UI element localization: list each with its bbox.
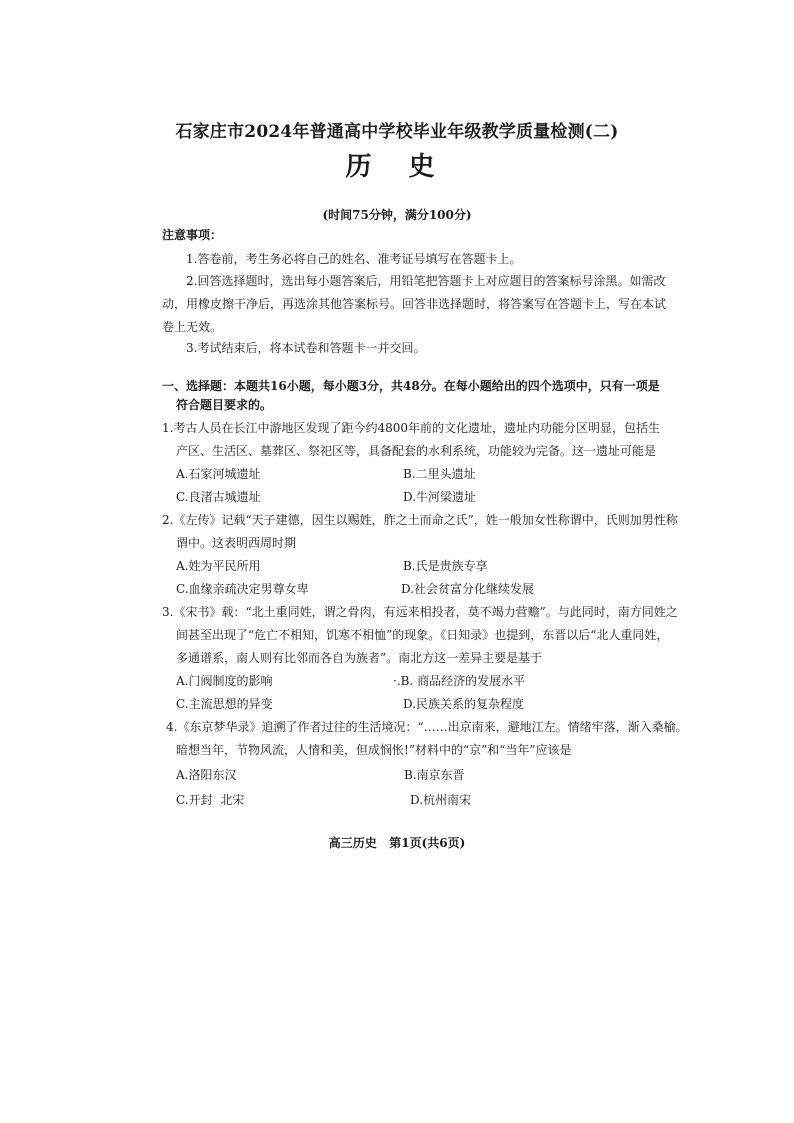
- question-4-option-c: C.开封 北宋: [176, 793, 245, 807]
- section-heading-line-1: 一、选择题：本题共16小题，每小题3分，共48分。在每小题给出的四个选项中，只有一项是: [162, 379, 660, 393]
- question-1-line-1: 1.考古人员在长江中游地区发现了距今约4800年前的文化遗址，遗址内功能分区明显，包括生: [162, 421, 660, 435]
- question-1-line-2: 产区、生活区、墓葬区、祭祀区等，具备配套的水利系统，功能较为完备。这一遗址可能是: [176, 444, 657, 458]
- time-note: (时间75分钟，满分100分): [322, 208, 472, 222]
- question-2-option-b: B.氏是贵族专享: [403, 559, 488, 573]
- question-3-line-3: 多通谱系，南人则有比邻而各自为族者”。南北方这一差异主要是基于: [176, 651, 543, 665]
- notice-item-3: 3.考试结束后，将本试卷和答题卡一并交回。: [186, 341, 426, 355]
- subject-title: 历 史: [345, 152, 449, 182]
- section-heading-line-2: 符合题目要求的。: [176, 398, 273, 412]
- exam-title: 石家庄市2024年普通高中学校毕业年级教学质量检测(二): [175, 122, 619, 142]
- question-4-option-b: B.南京东晋: [404, 768, 465, 782]
- notice-item-1: 1.答卷前，考生务必将自己的姓名、准考证号填写在答题卡上。: [186, 252, 522, 266]
- question-4-line-1: 4.《东京梦华录》追溯了作者过往的生活境况：“……出京南来，避地江左。情绪牢落，渐入桑榆。: [166, 720, 688, 734]
- question-3-option-b: ·.B. 商品经济的发展水平: [393, 674, 526, 688]
- question-2-line-2: 谓中。这表明西周时期: [176, 536, 297, 550]
- question-4-option-d: D.杭州南宋: [410, 793, 472, 807]
- question-2-option-a: A.姓为平民所用: [176, 559, 261, 573]
- question-1-option-b: B.二里头遗址: [403, 467, 476, 481]
- question-2-option-d: D.社会贫富分化继续发展: [401, 582, 535, 596]
- question-3-line-2: 间甚至出现了“危亡不相知，饥寒不相恤”的现象。《日知录》也提到，东晋以后“北人重同姓，: [176, 628, 669, 642]
- notice-item-2-line-2: 动，用橡皮擦干净后，再选涂其他答案标号。回答非选择题时，将答案写在答题卡上，写在本试: [162, 297, 667, 311]
- page-footer: 高三历史 第1页(共6页): [328, 836, 466, 850]
- question-1-option-d: D.牛河梁遗址: [403, 490, 477, 504]
- question-3-option-d: D.民族关系的复杂程度: [403, 697, 525, 711]
- question-1-option-a: A.石家河城遗址: [176, 467, 261, 481]
- question-4-line-2: 暗想当年，节物风流，人情和美，但成悯怅!”材料中的“京”和“当年”应该是: [176, 743, 572, 757]
- notice-item-2-line-3: 卷上无效。: [162, 320, 223, 334]
- question-3-line-1: 3.《宋书》载：“北土重同姓，谓之骨肉，有远来相投者，莫不竭力营赡”。与此同时，南方同姓之: [162, 605, 678, 619]
- question-1-option-c: C.良渚古城遗址: [176, 490, 261, 504]
- question-3-option-a: A.门阀制度的影响: [176, 674, 273, 688]
- question-3-option-c: C.主流思想的异变: [176, 697, 273, 711]
- question-2-line-1: 2.《左传》记载“天子建德，因生以赐姓，胙之土而命之氏”，姓一般加女性称谓中，氏则加男性称: [162, 513, 678, 527]
- notice-heading: 注意事项：: [162, 228, 223, 242]
- question-4-option-a: A.洛阳东汉: [176, 768, 237, 782]
- notice-item-2-line-1: 2.回答选择题时，选出每小题答案后，用铅笔把答题卡上对应题目的答案标号涂黑。如需改: [186, 274, 666, 288]
- question-2-option-c: C.血缘亲疏决定男尊女卑: [176, 582, 309, 596]
